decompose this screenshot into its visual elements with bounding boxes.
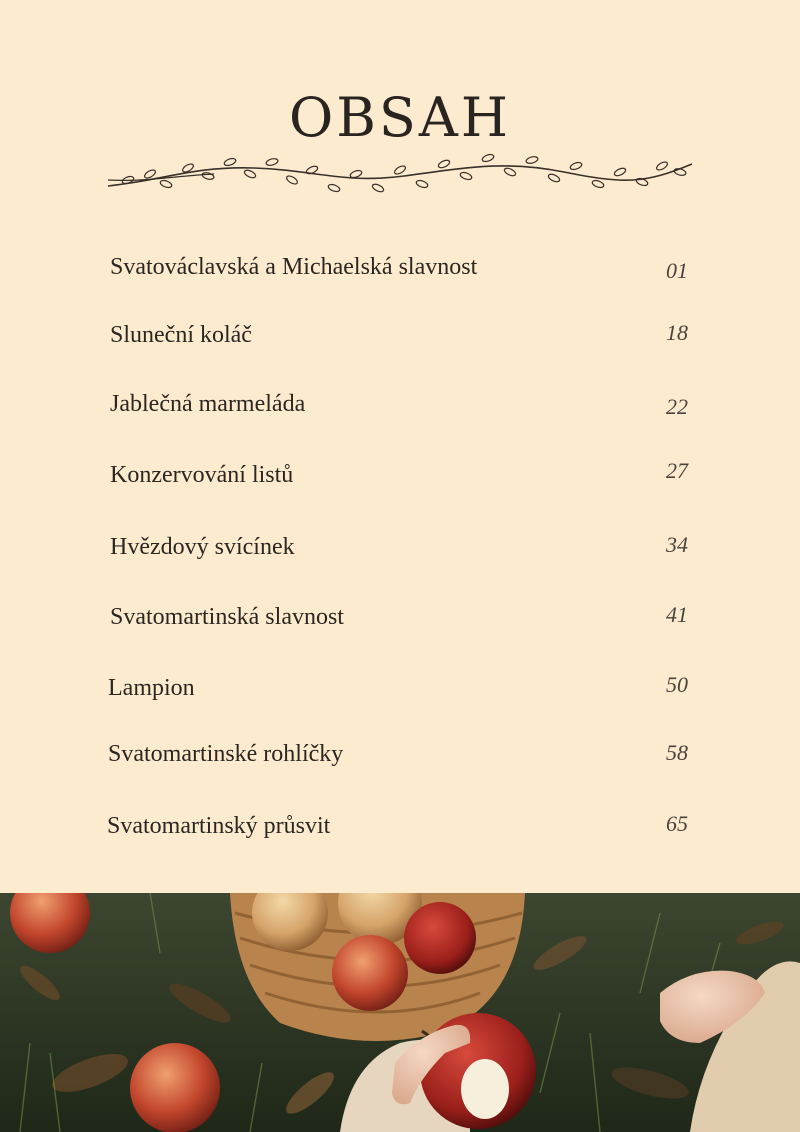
toc-entry[interactable] [0,534,800,574]
entry-label: Jablečná marmeláda [110,391,306,417]
entry-label: Lampion [108,675,195,701]
entry-page-number: 58 [666,740,688,765]
entry-page-number: 65 [666,811,688,836]
toc-entry[interactable] [0,458,800,502]
entry-page-number: 22 [666,394,688,419]
apples-basket-photo [0,893,800,1132]
toc-entry[interactable] [0,322,800,362]
entry-label: Svatováclavská a Michaelská slavnost [110,254,478,280]
entry-label: Hvězdový svícínek [110,534,295,560]
entry-page-number: 41 [666,602,688,627]
toc-entry[interactable] [0,672,800,715]
toc-entry[interactable] [0,391,800,431]
toc-entry[interactable] [0,604,800,644]
entry-page-number: 34 [666,532,688,557]
toc-entry[interactable] [0,813,800,853]
entry-label: Sluneční koláč [110,322,252,348]
entry-page-number: 27 [666,458,688,483]
page-title: OBSAH [288,86,512,149]
entry-page-number: 01 [666,258,688,283]
entry-label: Svatomartinská slavnost [110,604,344,630]
entry-page-number: 18 [666,320,688,345]
entry-label: Svatomartinský průsvit [107,813,331,839]
toc-entry[interactable] [0,741,800,781]
photo-illustration [0,893,800,1132]
toc-entry[interactable] [0,254,800,294]
entry-page-number: 50 [666,672,688,697]
entry-label: Konzervování listů [110,462,294,488]
entry-label: Svatomartinské rohlíčky [108,741,344,767]
